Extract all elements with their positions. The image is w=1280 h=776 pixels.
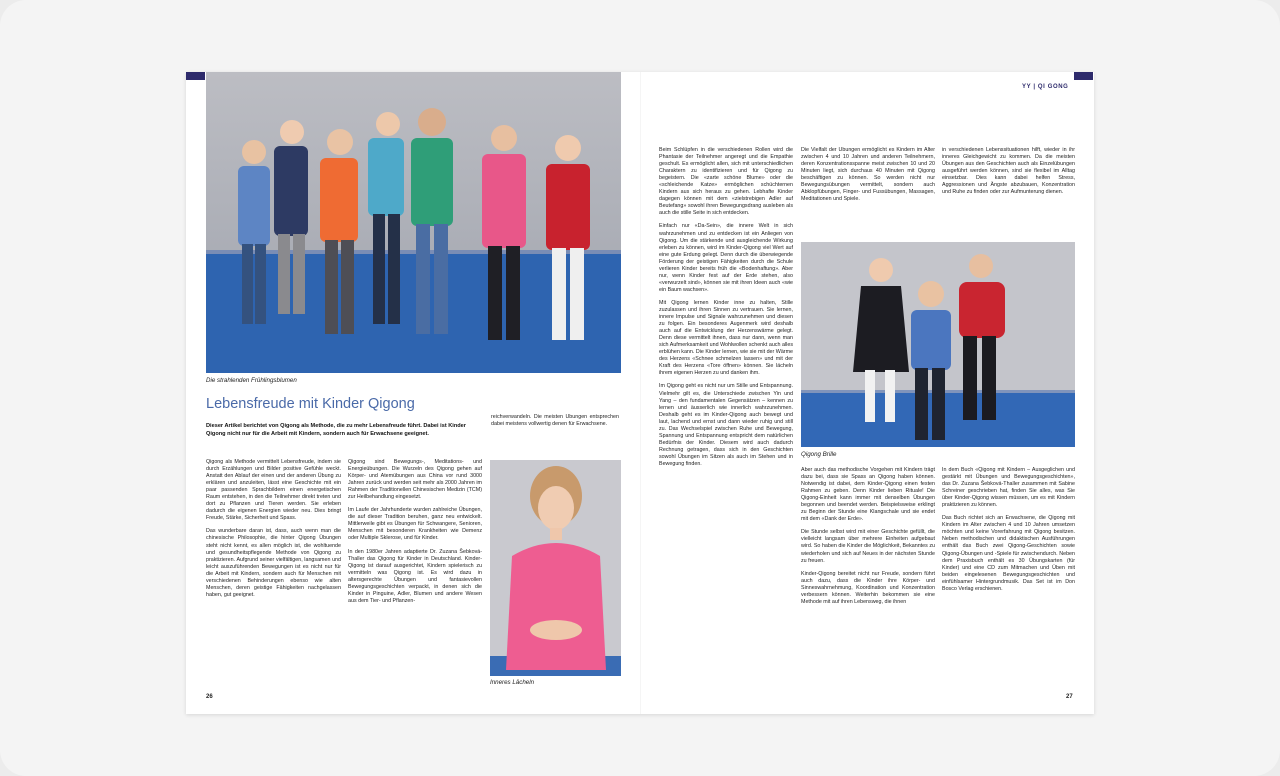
- glasses-photo: [801, 242, 1075, 447]
- paragraph: Im Laufe der Jahrhunderte wurden zahlreiche Übungen, die auf dieser Tradition beruhen, ganz neu entwickelt. Mittlerweile gibt es Übungen für Schwangere, Senioren, Menschen mit besonderen Krankheiten wie Demenz oder Multiple Sklerose, und für Kinder.: [348, 507, 482, 542]
- column-left-3: [491, 414, 619, 454]
- children-glasses-image: [801, 242, 1075, 447]
- main-photo-caption: Die strahlenden Frühlingsblumen: [206, 377, 297, 384]
- paragraph: in verschiedenen Lebenssituationen hilft, wieder in ihr inneres Gleichgewicht zu kommen. Da die meisten Übungen aus den Geschichten auch als Einzelübungen ausgeführt werden können, sind sie flexibel im Alltag einsetzbar. Dies kann dabei helfen Stress, Aggressionen und Ängste abzubauen, Konzentration und Ruhe zu finden oder zur Aufmunterung dienen.: [942, 147, 1075, 196]
- section-tab-left: [186, 72, 205, 80]
- page-number-right: 27: [1066, 694, 1073, 700]
- main-photo: [206, 72, 621, 373]
- column-right-3-bottom: [942, 467, 1075, 689]
- glasses-caption: Qigong Brille: [801, 451, 837, 458]
- paragraph: Die Vielfalt der Übungen ermöglicht es Kindern im Alter zwischen 4 und 10 Jahren und anderen Teilnehmern, deren Konzentrationsspanne meist zwischen 10 und 20 Minuten liegt, sich durchaus 40 Minuten mit Qigong beschäftigen zu können. So werden nicht nur Bewegungsübungen vermittelt, sondern auch Abklopfübungen, Finger- und Fussübungen, Massagen, Meditationen und Spiele.: [801, 147, 935, 203]
- paragraph: Mit Qigong lernen Kinder inne zu halten, Stille zuzulassen und ihren Sinnen zu vertrauen. Sie lernen, innere Impulse und Signale wahrzunehmen und diesen zu folgen. Ein besonderes Augenmerk wird deshalb auch auf die Entwicklung der Herzenswärme gelegt. Denn diese vermittelt ihnen, dass nur dann, wenn man sich Aufmerksamkeit und Wohlwollen schenkt auch alles erblühen kann. Die Kinder lernen, wie sie mit der Wärme des Herzens «Schnee schmelzen lassen» und mit der Kraft des Herzens «Tore öffnen» können. Sie lächeln ihrem eigenen Herzen zu und danken ihm.: [659, 299, 793, 377]
- column-left-1: [206, 459, 341, 691]
- magazine-spread: [186, 72, 1094, 714]
- section-tab-right: [1074, 72, 1093, 80]
- column-right-1: [659, 147, 793, 671]
- paragraph: Qigong als Methode vermittelt Lebensfreude, indem sie durch Erzählungen und Bilder positive Gefühle weckt. Anstatt den Ablauf der einen und der anderen Übung zu erklären und anzuleiten, lässt eine Geschichte mit ein paar passenden Sprachbildern einen energetischen Raum entstehen, in den die Teilnehmer direkt treten und dort zu Pflanzen und Tieren werden. Sie erleben dadurch die eigenen Energien wieder neu. Dies bringt Freude, Stärke, Sicherheit und Spass.: [206, 459, 341, 522]
- paragraph: Das Buch richtet sich an Erwachsene, die Qigong mit Kindern im Alter zwischen 4 und 10 Jahren umsetzen möchten und keine Vorerfahrung mit Qigong besitzen. Neben methodischen und didaktischen Ausführungen enthält das Buch zwei Qigong-Geschichten sowie Qigong-Übungen und -Spiele für zwischendurch. Neben dem Praxisbuch enthält es 30 Übungskarten (für Kinder) und eine CD zum Mitmachen und Üben mit beiden eingelesenen Bewegungsgeschichten und einfühlsamer Hintergrundmusik. Das Set ist im Don Bosco Verlag erschienen.: [942, 515, 1075, 592]
- paragraph: Beim Schlüpfen in die verschiedenen Rollen wird die Phantasie der Teilnehmer angeregt und die Empathie geschult. Es ermöglicht allen, sich mit unterschiedlichen Charaktern zu identifizieren und für Qigong zu begeistern. Die «zarte schöne Blume» oder die «schleichende Katze» ermöglichen schüchternen Kindern aus sich heraus zu gehen. Lebhafte Kinder dagegen können mit dem «zielstrebigen Adler auf Beutefang» sowohl ihren Bewegungsdrang ausleben als auch die stille Seite in sich entdecken.: [659, 147, 793, 217]
- paragraph: reichverwandeln. Die meisten Übungen entsprechen dabei meistens vollwertig denen für Erwachsene.: [491, 414, 619, 428]
- article-title: Lebensfreude mit Kinder Qigong: [206, 396, 415, 412]
- paragraph: Im Qigong geht es nicht nur um Stille und Entspannung. Vielmehr gilt es, die Unterschiede zwischen Yin und Yang – den fundamentalen Gegensätzen – kennen zu lernen und äusserlich wie innerlich wahrzunehmen. Deshalb geht es im Kinder-Qigong auch bewegt und laut, lachend und ernst und dann wieder ruhig und still zu. Das Wechselspiel zwischen Ruhe und Bewegung, Spannung und Entspannung entspricht dem natürlichen Bedürfnis der Kinder. Diesem wird auch dadurch Rechnung getragen, dass sich in den Geschichten sowohl Übungen im Sitzen als auch im Stehen und in Bewegung finden.: [659, 383, 793, 467]
- paragraph: Kinder-Qigong bereitet nicht nur Freude, sondern führt auch dazu, dass die Kinder ihre Körper- und Sinneswahrnehmung, Koordination und Konzentration verbessern können. Weiterhin bekommen sie eine Methode mit auf ihren Lebensweg, die ihnen: [801, 570, 935, 605]
- column-right-3-top: [942, 147, 1075, 237]
- paragraph: Einfach nur «Da-Sein», die innere Welt in sich wahrzunehmen und zu entdecken ist ein Anliegen von Qigong. Um die stärkende und ausgleichende Wirkung erleben zu können, wird im Kinder-Qigong viel Wert auf eine gute Erdung gelegt. Denn durch die überwiegende Förderung der geistigen Fähigkeiten durch die Schule verlieren Kinder bereits früh die «Bodenhaftung». Aber nur, wenn Kinder fest auf der Erde stehen, also «verwurzelt sind», können sie mit ihren Ideen auch «wie ein Baum wachsen».: [659, 223, 793, 293]
- paragraph: Qigong sind Bewegungs-, Meditations- und Energieübungen. Die Wurzeln des Qigong gehen auf Körper- und Atemübungen aus China vor rund 3000 Jahren zurück und werden seit mehr als 2000 Jahren im Rahmen der Traditionellen Chinesischen Medizin (TCM) zur Heilbehandlung eingesetzt.: [348, 459, 482, 501]
- page-number-left: 26: [206, 694, 213, 700]
- paragraph: Aber auch das methodische Vorgehen mit Kindern trägt dazu bei, dass sie Spass an Qigong haben können. Notwendig ist dabei, dem Kinder-Qigong einen festen Rahmen zu geben. Denn Kinder lieben Rituale! Die Qigong-Einheit kann immer mit denselben Übungen begonnen und beendet werden. Beispielsweise erklingt zu Beginn der Stunde eine Klangschale und sie endet mit dem «Dank der Erde».: [801, 467, 935, 523]
- column-left-2: [348, 459, 482, 691]
- paragraph: Die Stunde selbst wird mit einer Geschichte gefüllt, die vielleicht langsam über mehrere Einheiten aufgebaut wird. So haben die Kinder die Möglichkeit, Bekanntes zu wiederholen und sich auf Neues in der nächsten Stunde zu freuen.: [801, 529, 935, 564]
- section-label-right: YY | QI GONG: [1022, 84, 1069, 90]
- paragraph: Das wunderbare daran ist, dass, auch wenn man die chinesische Philosophie, die hinter Qigong Übungen steht nicht kennt, es allen möglich ist, die wohltuende und gesundheitspflegende Methode von Qigong zu praktizieren. Aufgrund seiner vielfältigen, langsamen und leicht auszuführenden Bewegungen ist es nicht nur für die Arbeit mit Kindern, sondern auch für Menschen mit verschiedenen Behinderungen ebenso wie alten Menschen, deren geistige Fähigkeiten nachgelassen haben, gut geeignet.: [206, 528, 341, 598]
- paragraph: In dem Buch «Qigong mit Kindern – Ausgeglichen und gestärkt mit Übungen und Bewegungsgeschichten», das Dr. Zuzana Šebková-Thaller zusammen mit Sabine Schreiner geschrieben hat, finden Sie alles, was Sie über Kinder-Qigong wissen müssen, um es mit Kindern praktizieren zu können.: [942, 467, 1075, 509]
- column-right-2-top: [801, 147, 935, 237]
- paragraph: In den 1980er Jahren adaptierte Dr. Zuzana Šebková-Thaller das Qigong für Kinder in Deutschland. Kinder-Qigong ist darauf ausgerichtet, Kindern spielerisch zu vermitteln was Qigong ist. Es wird dazu in altersgerechte Übungen und fantasievollen Bewegungsgeschichten verpackt, in denen sich die Kinder in Pinguine, Adler, Blumen und andere Wesen aus dem Tier- und Pflanzen-: [348, 548, 482, 604]
- inner-smile-caption: Inneres Lächeln: [490, 679, 535, 686]
- column-right-2-bottom: [801, 467, 935, 689]
- article-lead: Dieser Artikel berichtet von Qigong als Methode, die zu mehr Lebensfreude führt. Dabei ist Kinder Qigong nicht nur für die Arbeit mit Kindern, sondern auch für Erwachsene geeignet.: [206, 423, 466, 438]
- page-gutter: [640, 72, 641, 714]
- girl-meditating-image: [490, 460, 621, 676]
- inner-smile-photo: [490, 460, 621, 676]
- children-photo-image: [206, 72, 621, 373]
